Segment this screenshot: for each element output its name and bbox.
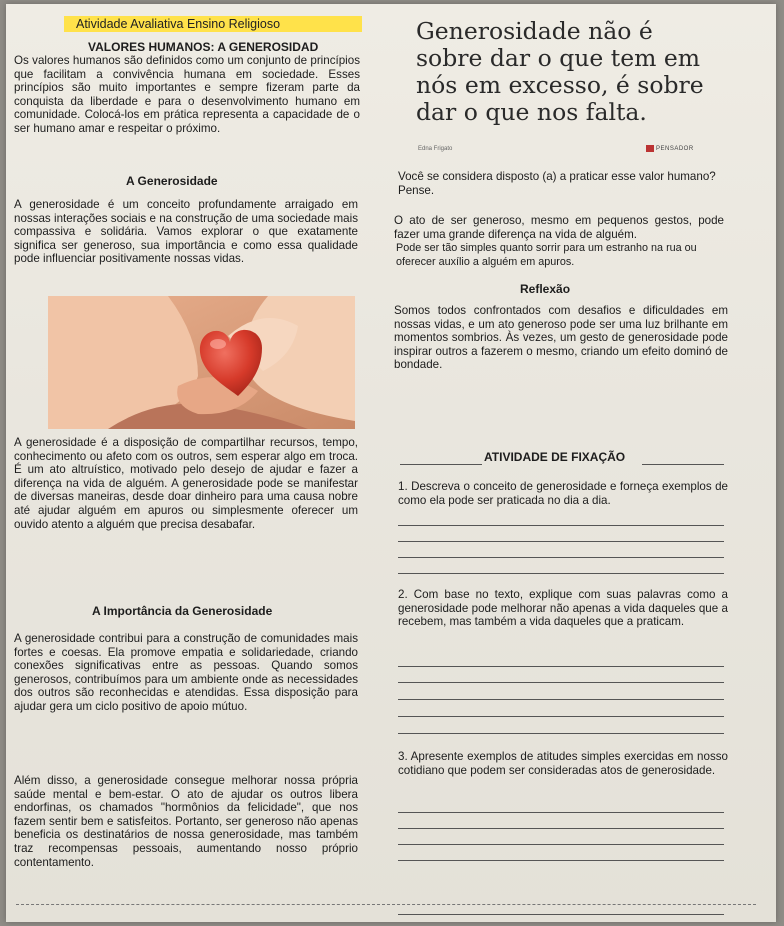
brand-logo-icon bbox=[646, 145, 654, 152]
importancia-paragraph-1: A generosidade contribui para a construção de comunidades mais fortes e coesas. Ela promove empatia e solidariedade, criando conexões significativas entre as pessoas. Quando somos generosos, contribuímos para um ambiente onde as necessidades dos outros são reconhecidas e atendidas. Essa disposição para ajudar gera um ciclo positivo de apoio mútuo. bbox=[14, 632, 358, 713]
values-subtitle: VALORES HUMANOS: A GENEROSIDAD bbox=[88, 40, 319, 54]
answer-line-2b[interactable] bbox=[398, 682, 724, 683]
generosidade-heading: A Generosidade bbox=[126, 174, 218, 188]
answer-line-1b[interactable] bbox=[398, 541, 724, 542]
cut-line bbox=[16, 904, 756, 905]
brand-label: PENSADOR bbox=[656, 146, 694, 153]
worksheet-title: Atividade Avaliativa Ensino Religioso bbox=[64, 16, 362, 32]
answer-line-3c[interactable] bbox=[398, 844, 724, 845]
generosidade-paragraph-1: A generosidade é um conceito profundamente arraigado em nossas interações sociais e na construção de uma sociedade mais compassiva e solidária. Vamos explorar o que exatamente significa ser generoso, sua importância e como essa qualidade pode influenciar positivamente nossas vidas. bbox=[14, 198, 358, 266]
answer-line-1c[interactable] bbox=[398, 557, 724, 558]
right-paragraph-small: Pode ser tão simples quanto sorrir para um estranho na rua ou oferecer auxílio a alguém em apuros. bbox=[396, 242, 697, 268]
answer-line-2a[interactable] bbox=[398, 666, 724, 667]
heading-rule-left bbox=[400, 464, 482, 465]
answer-line-1d[interactable] bbox=[398, 573, 724, 574]
question-2: 2. Com base no texto, explique com suas palavras como a generosidade pode melhorar não apenas a vida daqueles que a recebem, mas também a vida daqueles que a praticam. bbox=[398, 588, 728, 629]
atividade-heading: ATIVIDADE DE FIXAÇÃO bbox=[484, 450, 626, 464]
answer-line-1a[interactable] bbox=[398, 525, 724, 526]
reflexao-text: Somos todos confrontados com desafios e dificuldades em nossas vidas, e um ato generoso pode ser uma luz brilhante em momentos sombrios. Às vezes, um gesto de generosidade pode inspirar outros a fazerem o mesmo, criando um efeito dominó de bondade. bbox=[394, 304, 728, 372]
answer-line-3d[interactable] bbox=[398, 860, 724, 861]
answer-line-2e[interactable] bbox=[398, 733, 724, 734]
answer-line-3a[interactable] bbox=[398, 812, 724, 813]
question-intro: Você se considera disposto (a) a praticar esse valor humano? Pense. bbox=[398, 170, 716, 197]
answer-line-2c[interactable] bbox=[398, 699, 724, 700]
right-paragraph: O ato de ser generoso, mesmo em pequenos gestos, pode fazer uma grande diferença na vida de alguém. bbox=[394, 214, 724, 241]
heading-rule-right bbox=[642, 464, 724, 465]
importancia-paragraph-2: Além disso, a generosidade consegue melhorar nossa própria saúde mental e bem-estar. O ato de ajudar os outros libera endorfinas, os chamados "hormônios da felicidade", que nos fazem sentir bem e satisfeitos. Portanto, ser generoso não apenas beneficia os destinatários de nossa generosidade, mas também traz recompensas pessoais, aumentando nosso próprio contentamento. bbox=[14, 774, 358, 869]
question-1: 1. Descreva o conceito de generosidade e forneça exemplos de como ela pode ser praticada no dia a dia. bbox=[398, 480, 728, 507]
quote-brand bbox=[646, 145, 694, 152]
answer-line-3e[interactable] bbox=[398, 914, 724, 915]
question-3: 3. Apresente exemplos de atitudes simples exercidas em nosso cotidiano que podem ser consideradas atos de generosidade. bbox=[398, 750, 728, 777]
reflexao-heading: Reflexão bbox=[520, 282, 571, 296]
quote-author: Edna Frigato bbox=[418, 146, 453, 152]
hands-holding-heart-icon bbox=[48, 296, 355, 429]
answer-line-3b[interactable] bbox=[398, 828, 724, 829]
importancia-heading: A Importância da Generosidade bbox=[92, 604, 273, 618]
generosidade-paragraph-2: A generosidade é a disposição de compartilhar recursos, tempo, conhecimento ou afeto com os outros, sem esperar algo em troca. É um ato altruístico, motivado pelo desejo de ajudar e fazer a diferença na vida de alguém. A generosidade pode se manifestar de diversas maneiras, desde doar dinheiro para uma causa nobre até ajudar alguém em apuros ou simplesmente oferecer um ouvido atento a alguém que precisa desabafar. bbox=[14, 436, 358, 531]
intro-paragraph: Os valores humanos são definidos como um conjunto de princípios que facilitam a convivência humana em sociedade. Esses princípios são muito importantes e sempre fizeram parte da conquista da liberdade e para o desenvolvimento humano em comunidade. Colocá-los em prática representa a capacidade de o ser humano amar e respeitar o próximo. bbox=[14, 54, 360, 135]
quote-text: Generosidade não é sobre dar o que tem em nós em excesso, é sobre dar o que nos falta. bbox=[416, 17, 704, 126]
worksheet-page bbox=[6, 4, 776, 922]
answer-line-2d[interactable] bbox=[398, 716, 724, 717]
